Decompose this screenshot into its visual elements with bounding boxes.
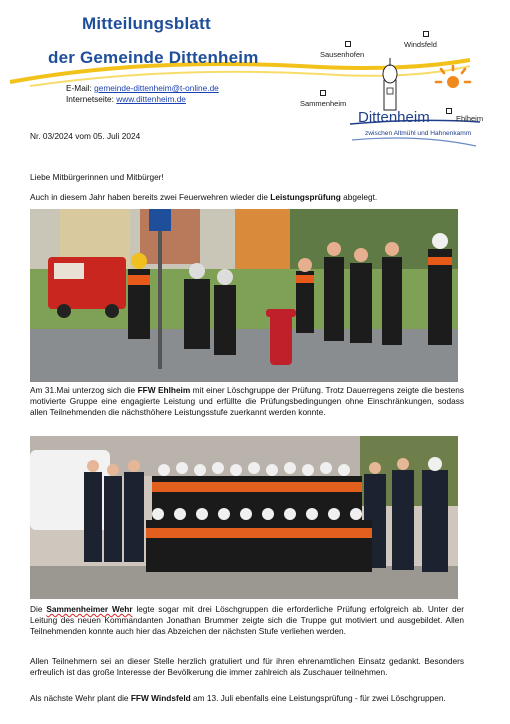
contact-block [66, 83, 219, 105]
map-marker-icon [423, 31, 429, 37]
logo-wordmark: Dittenheim [358, 109, 430, 126]
bulletin-title: Mitteilungsblatt [82, 14, 211, 33]
email-link[interactable]: gemeinde-dittenheim@t-online.de [94, 83, 219, 93]
place-ehlheim: Ehlheim [456, 114, 484, 123]
issue-number: Nr. 03/2024 vom 05. Juli 2024 [30, 131, 141, 141]
intro-text: Auch in diesem Jahr haben bereits zwei Feuerwehren wieder die [30, 192, 271, 202]
thanks-paragraph: Allen Teilnehmern sei an dieser Stelle herzlich gratuliert und für ihren ehrenamtlichen Einsatz gedankt. Besonders erfreulich ist das große Interesse der Bevölkerung die immer zahlreich als Zuschauer teilnehmen. [30, 656, 464, 677]
sammenheim-text-end: legte sogar mit drei Löschgruppen die erforderliche Prüfung erfolgreich ab. Unter der Leitung des neuen Kommandanten Jonathan Brummer zeigte sich die Truppe gut motiviert und ausgebildet. Allen Teilnehmenden konnte auch hier das Abzeichen der nächsten Stufe verliehen werden. [30, 604, 464, 636]
photo-sammenheim-group [30, 436, 458, 599]
sammenheim-paragraph [30, 604, 464, 636]
intro-paragraph [30, 192, 464, 203]
ehlheim-text-end: mit einer Löschgruppe der Prüfung. Trotz Dauerregens zeigte die bestens motivierte Gruppe eine engagierte Leistung und erfüllte die Prüfungsbedingungen ohne Einschränkungen, sodass allen Teilnehmenden die nächsthöhere Leistungsstufe zuerkannt werden konnte. [30, 385, 464, 417]
greeting: Liebe Mitbürgerinnen und Mitbürger! [30, 172, 164, 182]
place-windsfeld: Windsfeld [404, 40, 437, 49]
ehlheim-paragraph [30, 385, 464, 417]
bulletin-subtitle: der Gemeinde Dittenheim [48, 48, 259, 67]
intro-bold: Leistungsprüfung [270, 192, 341, 202]
web-label: Internetseite: [66, 94, 114, 104]
web-link[interactable]: www.dittenheim.de [116, 94, 186, 104]
place-sausenhofen: Sausenhofen [320, 50, 365, 59]
windsfeld-text-end: am 13. Juli ebenfalls eine Leistungsprüfung - für zwei Löschgruppen. [190, 693, 446, 703]
sammenheim-text: Die [30, 604, 47, 614]
ehlheim-text: Am 31.Mai unterzog sich die [30, 385, 138, 395]
intro-text-end: abgelegt. [340, 192, 378, 202]
windsfeld-paragraph [30, 693, 464, 704]
map-marker-icon [446, 108, 452, 114]
map-marker-icon [320, 90, 326, 96]
map-marker-icon [345, 41, 351, 47]
logo-tagline: zwischen Altmühl und Hahnenkamm [365, 130, 472, 137]
sammenheim-bold: Sammenheimer Wehr [46, 604, 133, 614]
sun-icon [436, 66, 470, 88]
place-sammenheim: Sammenheim [300, 99, 347, 108]
ehlheim-bold: FFW Ehlheim [137, 385, 191, 395]
windsfeld-text: Als nächste Wehr plant die [30, 693, 131, 703]
email-label: E-Mail: [66, 83, 92, 93]
windsfeld-bold: FFW Windsfeld [130, 693, 191, 703]
photo-ehlheim-drill [30, 209, 458, 382]
